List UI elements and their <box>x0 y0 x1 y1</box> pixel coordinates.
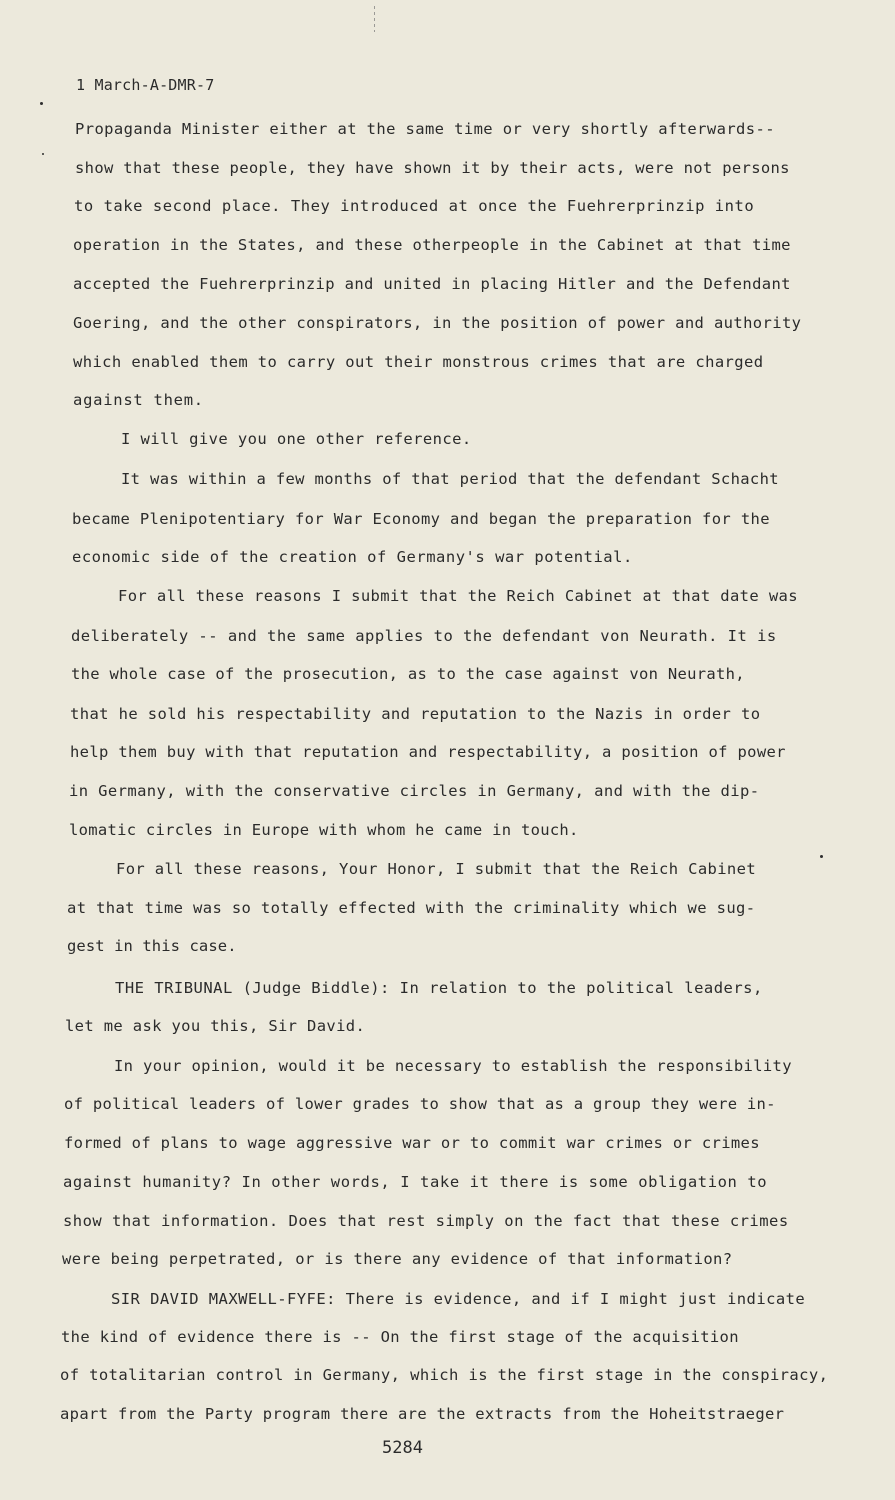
text-line: lomatic circles in Europe with whom he came in touch. <box>69 821 579 839</box>
document-header: 1 March-A-DMR-7 <box>76 76 215 94</box>
text-line: became Plenipotentiary for War Economy and began the preparation for the <box>72 510 770 528</box>
text-line: Goering, and the other conspirators, in the position of power and authority <box>73 314 802 332</box>
text-line: I will give you one other reference. <box>121 430 472 448</box>
text-line: SIR DAVID MAXWELL-FYFE: There is evidence, and if I might just indicate <box>111 1290 806 1308</box>
text-line: at that time was so totally effected with the criminality which we sug- <box>67 899 756 917</box>
text-line: the whole case of the prosecution, as to the case against von Neurath, <box>71 665 745 683</box>
text-line: For all these reasons, Your Honor, I submit that the Reich Cabinet <box>116 860 757 878</box>
text-line: economic side of the creation of Germany's war potential. <box>72 548 633 566</box>
text-line: to take second place. They introduced at once the Fuehrerprinzip into <box>74 197 755 215</box>
text-line: show that these people, they have shown it by their acts, were not persons <box>75 159 790 177</box>
text-line: Propaganda Minister either at the same time or very shortly afterwards-- <box>75 120 775 138</box>
text-line: that he sold his respectability and reputation to the Nazis in order to <box>70 705 761 723</box>
text-line: In your opinion, would it be necessary to establish the responsibility <box>114 1057 792 1075</box>
text-line: formed of plans to wage aggressive war or to commit war crimes or crimes <box>64 1134 760 1152</box>
text-line: THE TRIBUNAL (Judge Biddle): In relation to the political leaders, <box>115 979 763 997</box>
page-number: 5284 <box>382 1438 423 1458</box>
text-line: against humanity? In other words, I take it there is some obligation to <box>63 1173 768 1191</box>
text-line: of totalitarian control in Germany, which is the first stage in the conspiracy, <box>60 1366 829 1384</box>
text-line: accepted the Fuehrerprinzip and united in placing Hitler and the Defendant <box>73 275 791 293</box>
margin-mark <box>374 6 375 32</box>
text-line: in Germany, with the conservative circles in Germany, and with the dip- <box>69 782 760 800</box>
paper-speck <box>42 153 44 155</box>
text-line: which enabled them to carry out their monstrous crimes that are charged <box>73 353 764 371</box>
text-line: gest in this case. <box>67 937 237 955</box>
text-line: of political leaders of lower grades to show that as a group they were in- <box>64 1095 776 1113</box>
text-line: show that information. Does that rest simply on the fact that these crimes <box>63 1212 789 1230</box>
text-line: deliberately -- and the same applies to the defendant von Neurath. It is <box>71 627 777 645</box>
text-line: were being perpetrated, or is there any evidence of that information? <box>62 1250 733 1268</box>
text-line: against them. <box>73 391 204 409</box>
text-line: let me ask you this, Sir David. <box>65 1017 366 1035</box>
text-line: operation in the States, and these otherpeople in the Cabinet at that time <box>73 236 791 254</box>
paper-speck <box>40 102 43 105</box>
text-line: It was within a few months of that period that the defendant Schacht <box>121 470 779 488</box>
text-line: help them buy with that reputation and respectability, a position of power <box>70 743 786 761</box>
paper-speck <box>820 855 823 858</box>
text-line: apart from the Party program there are the extracts from the Hoheitstraeger <box>60 1405 785 1423</box>
text-line: the kind of evidence there is -- On the first stage of the acquisition <box>61 1328 739 1346</box>
text-line: For all these reasons I submit that the Reich Cabinet at that date was <box>118 587 798 605</box>
